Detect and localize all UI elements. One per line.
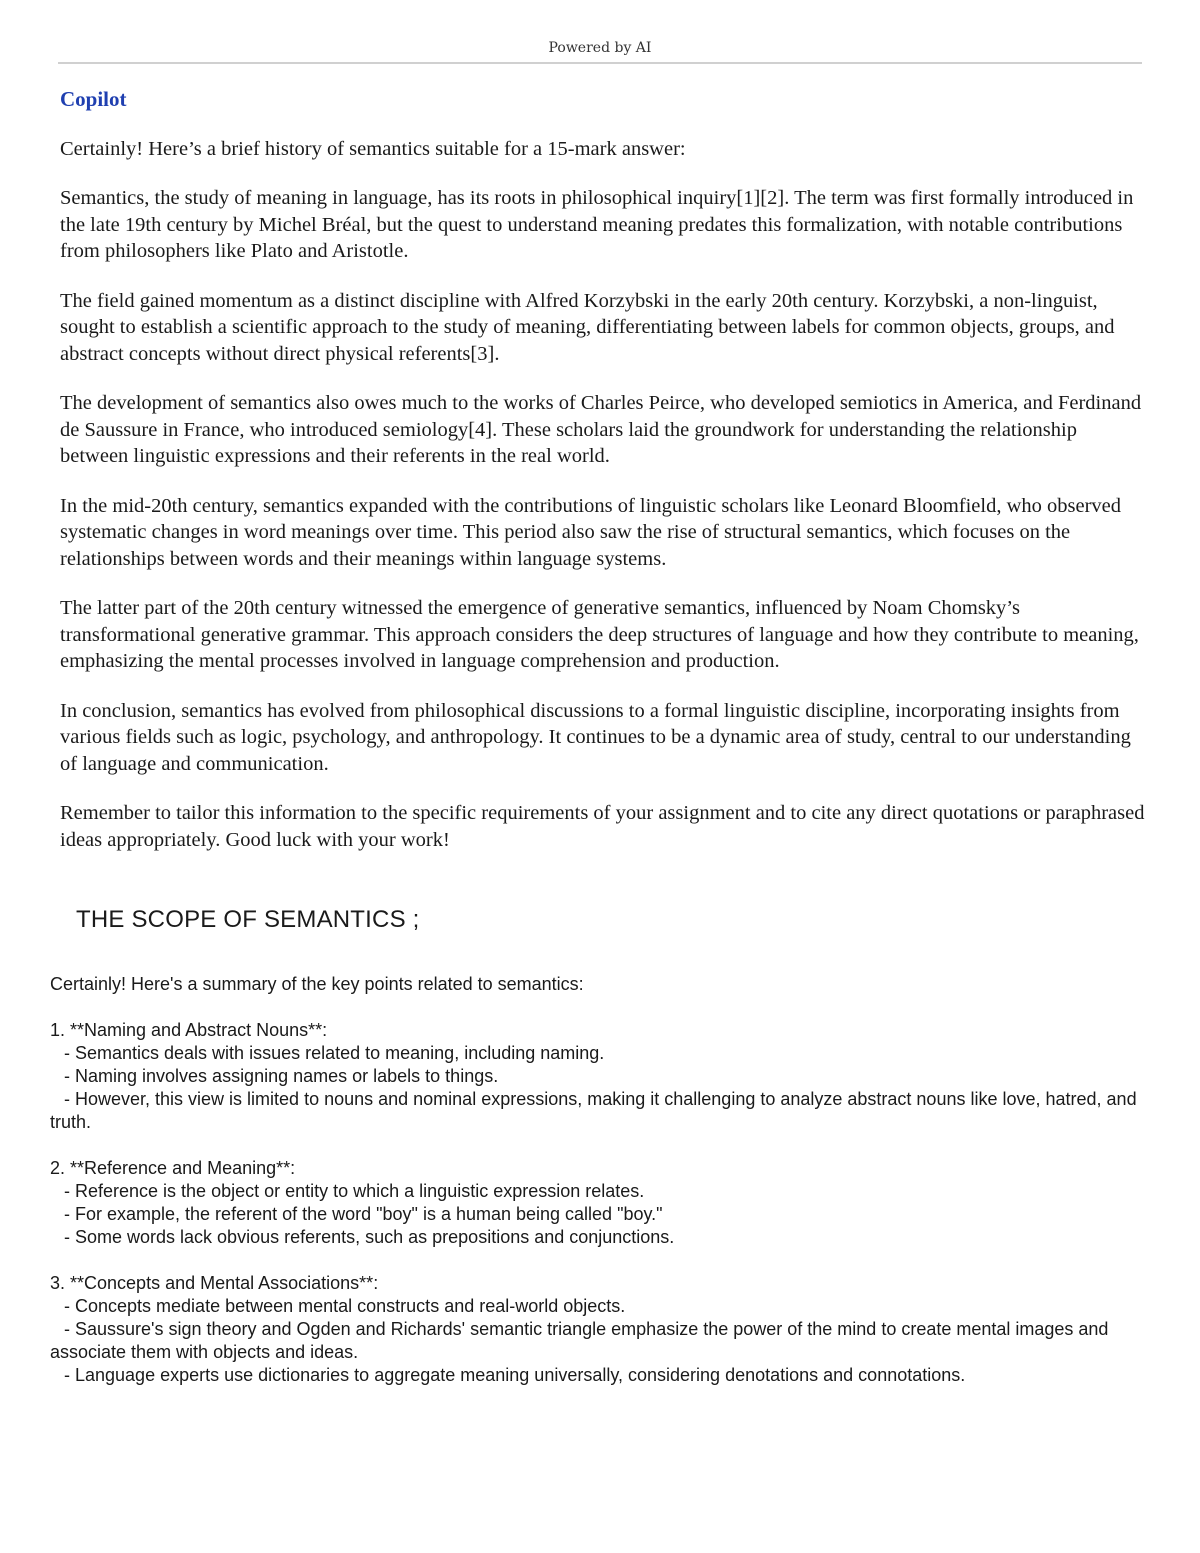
point-bullet: - However, this view is limited to nouns and nominal expressions, making it challenging to analyze abstract nouns like love, hatred, and truth. xyxy=(50,1089,1137,1132)
copilot-paragraph-origins: Semantics, the study of meaning in language, has its roots in philosophical inquiry[1][2]. The term was first formally introduced in the late 19th century by Michel Bréal, but the quest to understand meaning predates this formalization, with notable contributions from philosophers like Plato and Aristotle. xyxy=(60,187,1134,262)
copilot-paragraph-conclusion: In conclusion, semantics has evolved from philosophical discussions to a formal linguistic discipline, incorporating insights from various fields such as logic, psychology, and anthropology. It continues to be a dynamic area of study, central to our understanding of language and communication. xyxy=(60,699,1131,775)
point-bullet: - Naming involves assigning names or labels to things. xyxy=(64,1066,499,1086)
page-header: Powered by AI xyxy=(58,40,1142,64)
copilot-paragraph-reminder: Remember to tailor this information to the specific requirements of your assignment and to cite any direct quotations or paraphrased ideas appropriately. Good luck with your work! xyxy=(60,802,1145,851)
point-heading: 2. **Reference and Meaning**: xyxy=(50,1158,296,1178)
point-bullet: - Language experts use dictionaries to aggregate meaning universally, considering denotations and connotations. xyxy=(64,1365,966,1385)
point-heading: 1. **Naming and Abstract Nouns**: xyxy=(50,1020,328,1040)
copilot-paragraph-korzybski: The field gained momentum as a distinct discipline with Alfred Korzybski in the early 20th century. Korzybski, a non-linguist, sought to establish a scientific approach to the study of meaning, differentiating between labels for common objects, groups, and abstract concepts without direct physical referents[3]. xyxy=(60,289,1115,365)
point-bullet: - Saussure's sign theory and Ogden and Richards' semantic triangle emphasize the power of the mind to create mental images and associate them with objects and ideas. xyxy=(50,1319,1109,1362)
point-bullet: - Semantics deals with issues related to meaning, including naming. xyxy=(64,1043,605,1063)
copilot-title: Copilot xyxy=(60,87,127,111)
point-bullet: - Some words lack obvious referents, such as prepositions and conjunctions. xyxy=(64,1227,675,1247)
scope-point-reference xyxy=(50,1157,1160,1249)
copilot-paragraph-generative: The latter part of the 20th century witnessed the emergence of generative semantics, influenced by Noam Chomsky’s transformational generative grammar. This approach considers the deep structures of language and how they contribute to meaning, emphasizing the mental processes involved in language comprehension and production. xyxy=(60,597,1139,672)
point-bullet: - Reference is the object or entity to which a linguistic expression relates. xyxy=(64,1181,645,1201)
scope-section xyxy=(50,908,1160,1410)
point-bullet: - Concepts mediate between mental constructs and real-world objects. xyxy=(64,1296,626,1316)
copilot-paragraph-mid-century: In the mid-20th century, semantics expanded with the contributions of linguistic scholars like Leonard Bloomfield, who observed systematic changes in word meanings over time. This period also saw the rise of structural semantics, which focuses on the relationships between words and their meanings within language systems. xyxy=(60,494,1122,570)
copilot-response xyxy=(60,86,1150,876)
copilot-paragraph-intro: Certainly! Here’s a brief history of semantics suitable for a 15-mark answer: xyxy=(60,137,686,160)
scope-point-naming xyxy=(50,1019,1160,1134)
point-heading: 3. **Concepts and Mental Associations**: xyxy=(50,1273,379,1293)
scope-point-concepts xyxy=(50,1272,1160,1387)
scope-title: THE SCOPE OF SEMANTICS ; xyxy=(76,906,420,933)
copilot-paragraph-peirce-saussure: The development of semantics also owes much to the works of Charles Peirce, who developed semiotics in America, and Ferdinand de Saussure in France, who introduced semiology[4]. These scholars laid the groundwork for understanding the relationship between linguistic expressions and their referents in the real world. xyxy=(60,392,1142,467)
point-bullet: - For example, the referent of the word "boy" is a human being called "boy." xyxy=(64,1204,663,1224)
scope-intro: Certainly! Here's a summary of the key points related to semantics: xyxy=(50,974,584,994)
